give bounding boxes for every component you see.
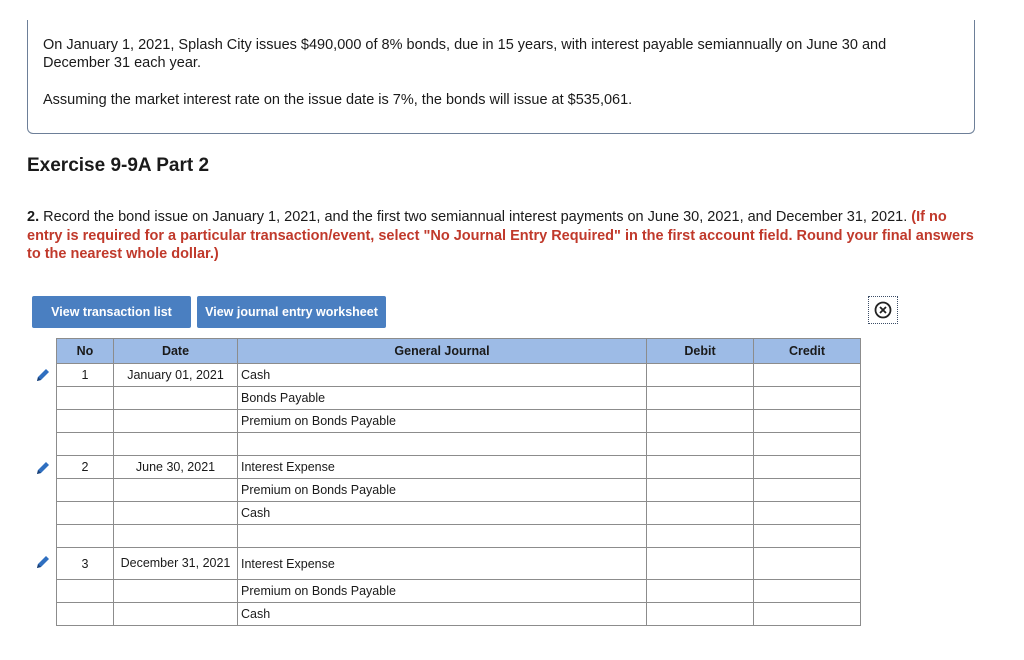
header-date: Date [114,339,238,364]
debit-cell[interactable] [647,456,754,479]
table-row [57,548,861,580]
debit-cell[interactable] [647,364,754,387]
debit-cell[interactable] [647,525,754,548]
account-cell[interactable]: Cash [238,502,647,525]
journal-header-row [57,339,861,364]
debit-cell[interactable] [647,548,754,580]
problem-paragraph-2: Assuming the market interest rate on the issue date is 7%, the bonds will issue at $535,061. [43,92,633,108]
row-no: 1 [57,364,114,387]
table-row [57,525,861,548]
row-no: 3 [57,548,114,580]
header-credit: Credit [754,339,861,364]
table-row [57,502,861,525]
table-row [57,456,861,479]
debit-cell[interactable] [647,580,754,603]
account-cell[interactable]: Cash [238,364,647,387]
account-cell[interactable]: Premium on Bonds Payable [238,479,647,502]
edit-entry-2-icon[interactable] [35,460,51,476]
row-date: December 31, 2021 [114,548,238,580]
close-circle-icon [874,301,892,319]
credit-cell[interactable] [754,603,861,626]
header-no: No [57,339,114,364]
exercise-title: Exercise 9-9A Part 2 [27,155,210,176]
header-debit: Debit [647,339,754,364]
row-date: January 01, 2021 [114,364,238,387]
debit-cell[interactable] [647,479,754,502]
question-instruction: (If no entry is required for a particular transaction/event, select "No Journal Entry Required" in the first account field. Round your final answers to the nearest whole dollar.) [27,209,974,262]
account-cell[interactable]: Premium on Bonds Payable [238,410,647,433]
journal-table [56,338,861,626]
credit-cell[interactable] [754,456,861,479]
question-body: Record the bond issue on January 1, 2021, and the first two semiannual interest payments on June 30, 2021, and December 31, 2021. [43,209,908,225]
debit-cell[interactable] [647,603,754,626]
row-date: June 30, 2021 [114,456,238,479]
close-button[interactable] [868,296,898,324]
table-row [57,433,861,456]
row-no: 2 [57,456,114,479]
account-cell[interactable]: Interest Expense [238,456,647,479]
account-cell[interactable] [238,433,647,456]
header-general-journal: General Journal [238,339,647,364]
credit-cell[interactable] [754,525,861,548]
credit-cell[interactable] [754,387,861,410]
credit-cell[interactable] [754,410,861,433]
edit-entry-1-icon[interactable] [35,367,51,383]
table-row [57,603,861,626]
debit-cell[interactable] [647,410,754,433]
table-row [57,410,861,433]
account-cell[interactable]: Interest Expense [238,548,647,580]
question-number: 2. [27,209,40,225]
credit-cell[interactable] [754,548,861,580]
credit-cell[interactable] [754,433,861,456]
credit-cell[interactable] [754,364,861,387]
table-row [57,580,861,603]
table-row [57,387,861,410]
problem-paragraph-1: On January 1, 2021, Splash City issues $490,000 of 8% bonds, due in 15 years, with interest payable semiannually on June 30 and December 31 each year. [43,37,887,71]
view-transaction-list-button[interactable]: View transaction list [32,296,191,328]
account-cell[interactable]: Cash [238,603,647,626]
credit-cell[interactable] [754,580,861,603]
debit-cell[interactable] [647,387,754,410]
question-text [27,208,977,264]
edit-entry-3-icon[interactable] [35,554,51,570]
credit-cell[interactable] [754,502,861,525]
debit-cell[interactable] [647,433,754,456]
table-row [57,364,861,387]
table-row [57,479,861,502]
account-cell[interactable] [238,525,647,548]
credit-cell[interactable] [754,479,861,502]
debit-cell[interactable] [647,502,754,525]
view-journal-worksheet-button[interactable]: View journal entry worksheet [197,296,386,328]
account-cell[interactable]: Bonds Payable [238,387,647,410]
account-cell[interactable]: Premium on Bonds Payable [238,580,647,603]
